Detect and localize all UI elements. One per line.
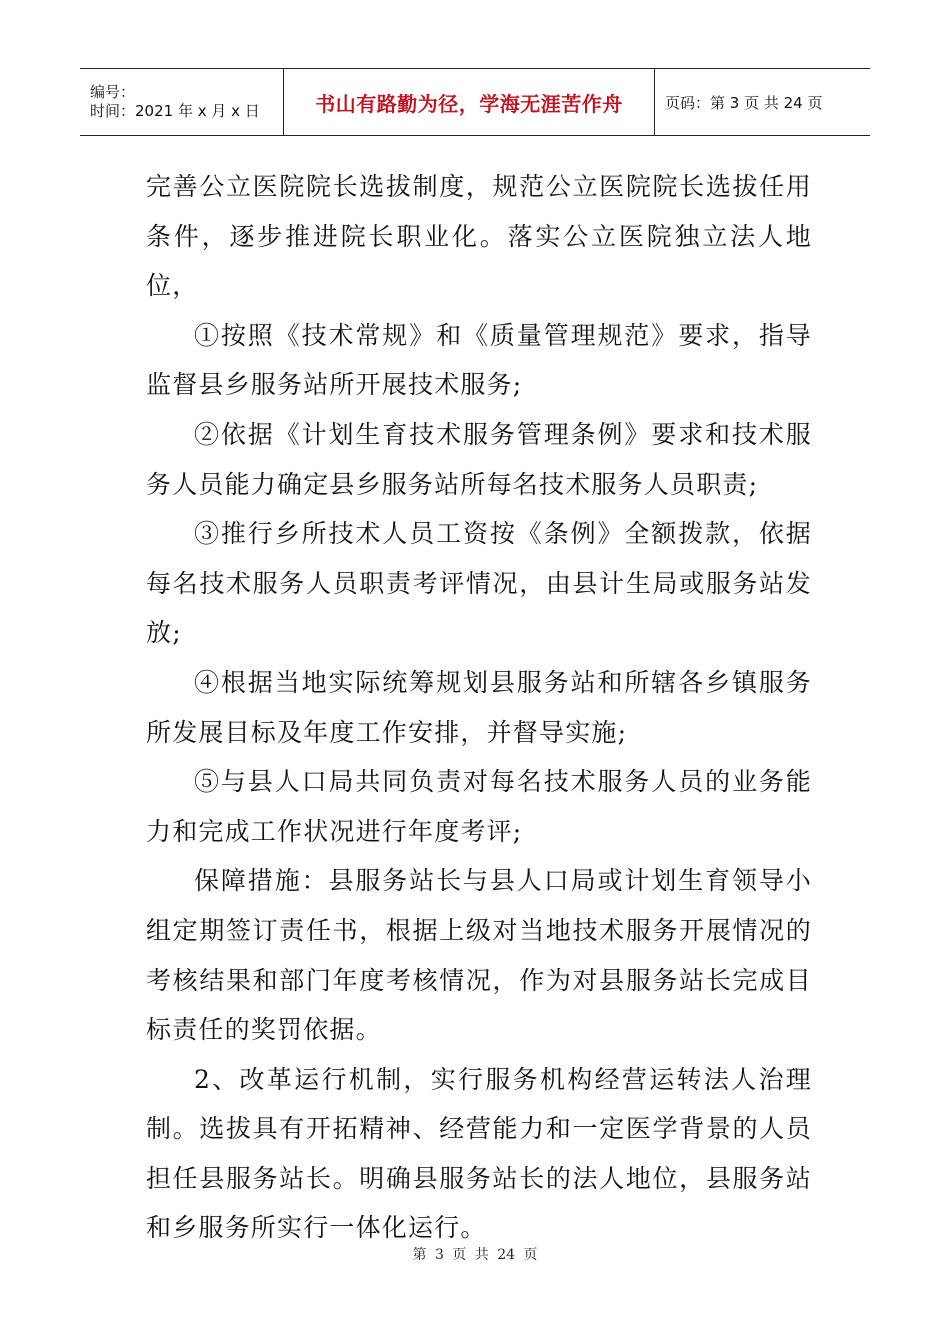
paragraph: ⑤与县人口局共同负责对每名技术服务人员的业务能力和完成工作状况进行年度考评;	[146, 767, 812, 846]
header-meta	[80, 69, 283, 135]
document-number-label: 编号：	[90, 83, 136, 101]
page-footer: 第 3 页 共 24 页	[412, 1247, 538, 1263]
paragraph: ①按照《技术常规》和《质量管理规范》要求，指导监督县乡服务站所开展技术服务;	[146, 320, 812, 400]
paragraph: 保障措施：县服务站长与县人口局或计划生育领导小组定期签订责任书，根据上级对当地技术服务开展情况的考核结果和部门年度考核情况，作为对县服务站长完成目标责任的奖罚依据。	[146, 866, 812, 1045]
paragraph: ②依据《计划生育技术服务管理条例》要求和技术服务人员能力确定县乡服务站所每名技术服务人员职责;	[146, 419, 812, 499]
header-page-info: 页码：第 3 页 共 24 页	[665, 93, 823, 112]
document-date: 时间：2021 年 x 月 x 日	[90, 102, 260, 120]
paragraph: ④根据当地实际统筹规划县服务站和所辖各乡镇服务所发展目标及年度工作安排，并督导实施;	[146, 667, 812, 747]
document-header	[80, 68, 870, 136]
paragraph: 2、改革运行机制，实行服务机构经营运转法人治理制。选拔具有开拓精神、经营能力和一定医学背景的人员担任县服务站长。明确县服务站长的法人地位，县服务站和乡服务所实行一体化运行。	[146, 1064, 812, 1243]
header-motto: 书山有路勤为径，学海无涯苦作舟	[315, 91, 623, 116]
paragraph: 完善公立医院院长选拔制度，规范公立医院院长选拔任用条件，逐步推进院长职业化。落实公立医院独立法人地位，	[146, 172, 812, 301]
header-motto-cell	[283, 69, 655, 135]
document-body	[146, 162, 812, 1253]
header-page-cell	[655, 69, 870, 135]
paragraph: ③推行乡所技术人员工资按《条例》全额拨款，依据每名技术服务人员职责考评情况，由县计生局或服务站发放;	[146, 519, 812, 648]
